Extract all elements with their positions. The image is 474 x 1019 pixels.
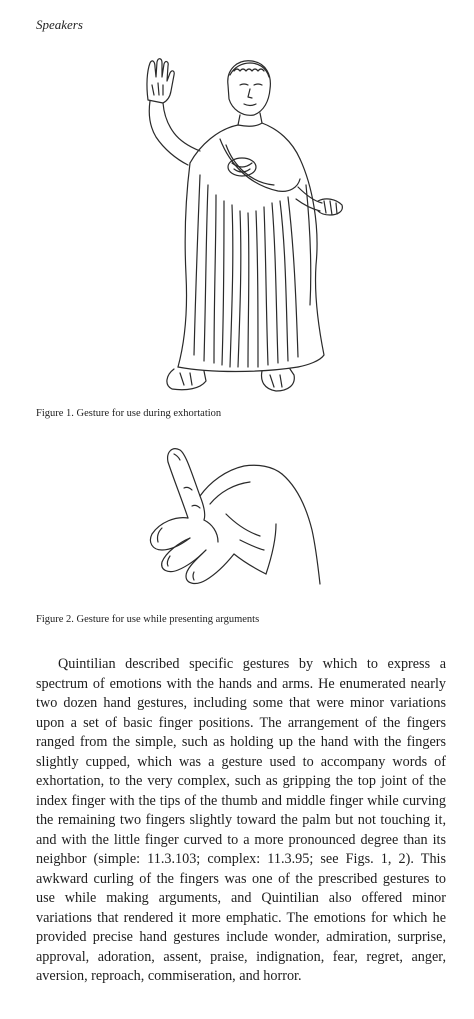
figure-1-orator-illustration bbox=[130, 55, 350, 400]
running-head: Speakers bbox=[36, 17, 83, 32]
figure-2-hand-illustration bbox=[140, 444, 325, 589]
body-paragraph: Quintilian described specific gestures by which to express a spectrum of emotions with the hands and arms. He enumerated nearly two dozen hand gestures, including some that were minor variations upon a set of basic finger positions. The arrangement of the fingers ranged from the simple, such as holding up the hand with the fingers slightly cupped, which was a gesture used to accompany words of exhortation, to the very complex, such as gripping the top joint of the index finger with the tips of the thumb and middle finger while curving the remaining two fingers slightly toward the palm but not touching it, and with the little finger curved to a more pronounced degree than its neighbor (simple: 11.3.103; complex: 11.3.95; see Figs. 1, 2). This awkward curling of the fingers was one of the prescribed gestures to use while making arguments, and Quintilian also offered minor variations that rendered it more emphatic. The emotions for which he provided precise hand gestures include wonder, admiration, surprise, approval, adoration, assent, praise, indignation, fear, regret, anger, aversion, reproach, commiseration, and horror. bbox=[36, 656, 446, 984]
figure-2-caption: Figure 2. Gesture for use while presenting arguments bbox=[36, 614, 260, 625]
figure-1-caption: Figure 1. Gesture for use during exhortation bbox=[36, 408, 222, 419]
